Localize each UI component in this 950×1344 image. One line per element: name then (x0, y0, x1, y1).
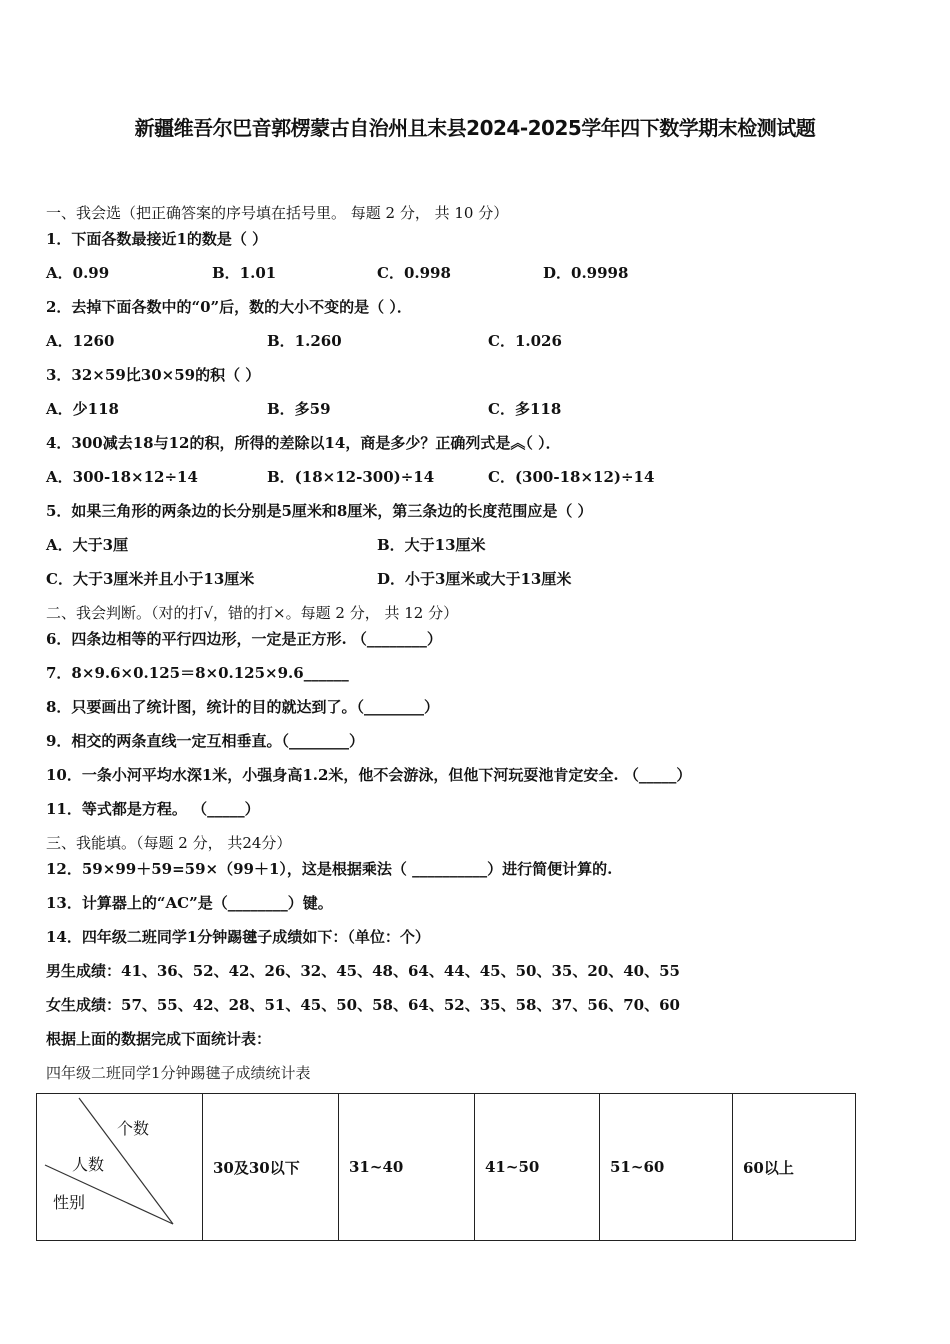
question-9: 9．相交的两条直线一定互相垂直。（________） (46, 732, 364, 750)
stats-table (36, 1093, 856, 1241)
boys-scores: 男生成绩：41、36、52、42、26、32、45、48、64、44、45、50、35、20、40、55 (46, 962, 680, 980)
question-5: 5．如果三角形的两条边的长分别是5厘米和8厘米，第三条边的长度范围应是（ ） (46, 502, 593, 520)
question-1: 1．下面各数最接近1的数是（ ） (46, 230, 268, 248)
question-8: 8．只要画出了统计图，统计的目的就达到了。（________） (46, 698, 439, 716)
header-41-50: 41~50 (475, 1094, 600, 1241)
table-row (37, 1094, 856, 1241)
q2-option-c: C．1.026 (488, 332, 562, 350)
question-6: 6．四条边相等的平行四边形，一定是正方形. （________） (46, 630, 442, 648)
header-60-above: 60以上 (733, 1094, 856, 1241)
question-14: 14．四年级二班同学1分钟踢毽子成绩如下：（单位：个） (46, 928, 430, 946)
q5-option-d: D．小于3厘米或大于13厘米 (377, 570, 572, 588)
q1-option-c: C．0.998 (377, 264, 451, 282)
question-7: 7．8×9.6×0.125＝8×0.125×9.6______ (46, 664, 349, 682)
diag-label-gender: 性别 (53, 1193, 86, 1212)
header-30-below: 30及30以下 (203, 1094, 339, 1241)
question-10: 10．一条小河平均水深1米，小强身高1.2米，他不会游泳，但他下河玩耍池肯定安全. （_____） (46, 766, 692, 784)
question-11: 11．等式都是方程。 （_____） (46, 800, 260, 818)
diagonal-header-cell (37, 1094, 203, 1241)
q1-option-b: B．1.01 (212, 264, 277, 282)
q5-option-c: C．大于3厘米并且小于13厘米 (46, 570, 255, 588)
diagonal-lines (37, 1094, 182, 1240)
table-instruction: 根据上面的数据完成下面统计表： (46, 1030, 272, 1048)
q4-option-c: C．(300-18×12)÷14 (488, 468, 655, 486)
question-3: 3．32×59比30×59的积（ ） (46, 366, 261, 384)
girls-scores: 女生成绩：57、55、42、28、51、45、50、58、64、52、35、58、37、56、70、60 (46, 996, 680, 1014)
section-2-heading: 二、我会判断。（对的打√，错的打×。每题 2 分， 共 12 分） (46, 604, 459, 622)
section-3-heading: 三、我能填。（每题 2 分， 共24分） (46, 834, 292, 852)
question-13: 13．计算器上的“AC”是（________）键。 (46, 894, 333, 912)
q3-option-c: C．多118 (488, 400, 562, 418)
section-1-heading: 一、我会选（把正确答案的序号填在括号里。 每题 2 分， 共 10 分） (46, 204, 509, 222)
q5-option-b: B．大于13厘米 (377, 536, 486, 554)
q3-option-b: B．多59 (267, 400, 331, 418)
diag-label-people: 人数 (72, 1155, 105, 1174)
table-caption: 四年级二班同学1分钟踢毽子成绩统计表 (46, 1064, 311, 1082)
q5-option-a: A．大于3厘 (46, 536, 129, 554)
diag-label-count: 个数 (117, 1119, 150, 1138)
q2-option-a: A．1260 (46, 332, 115, 350)
question-2: 2．去掉下面各数中的“0”后，数的大小不变的是（ ）． (46, 298, 412, 316)
q4-option-a: A．300-18×12÷14 (46, 468, 198, 486)
header-51-60: 51~60 (600, 1094, 733, 1241)
q3-option-a: A．少118 (46, 400, 119, 418)
q4-option-b: B．(18×12-300)÷14 (267, 468, 435, 486)
q1-option-a: A．0.99 (46, 264, 110, 282)
q2-option-b: B．1.260 (267, 332, 342, 350)
question-4: 4．300减去18与12的积，所得的差除以14，商是多少？正确列式是︽（ ）． (46, 434, 561, 452)
header-31-40: 31~40 (339, 1094, 475, 1241)
question-12: 12．59×99＋59=59×（99＋1），这是根据乘法（ __________）进行简便计算的. (46, 860, 613, 878)
page-title: 新疆维吾尔巴音郭楞蒙古自治州且末县2024-2025学年四下数学期末检测试题 (134, 116, 816, 140)
q1-option-d: D．0.9998 (543, 264, 629, 282)
